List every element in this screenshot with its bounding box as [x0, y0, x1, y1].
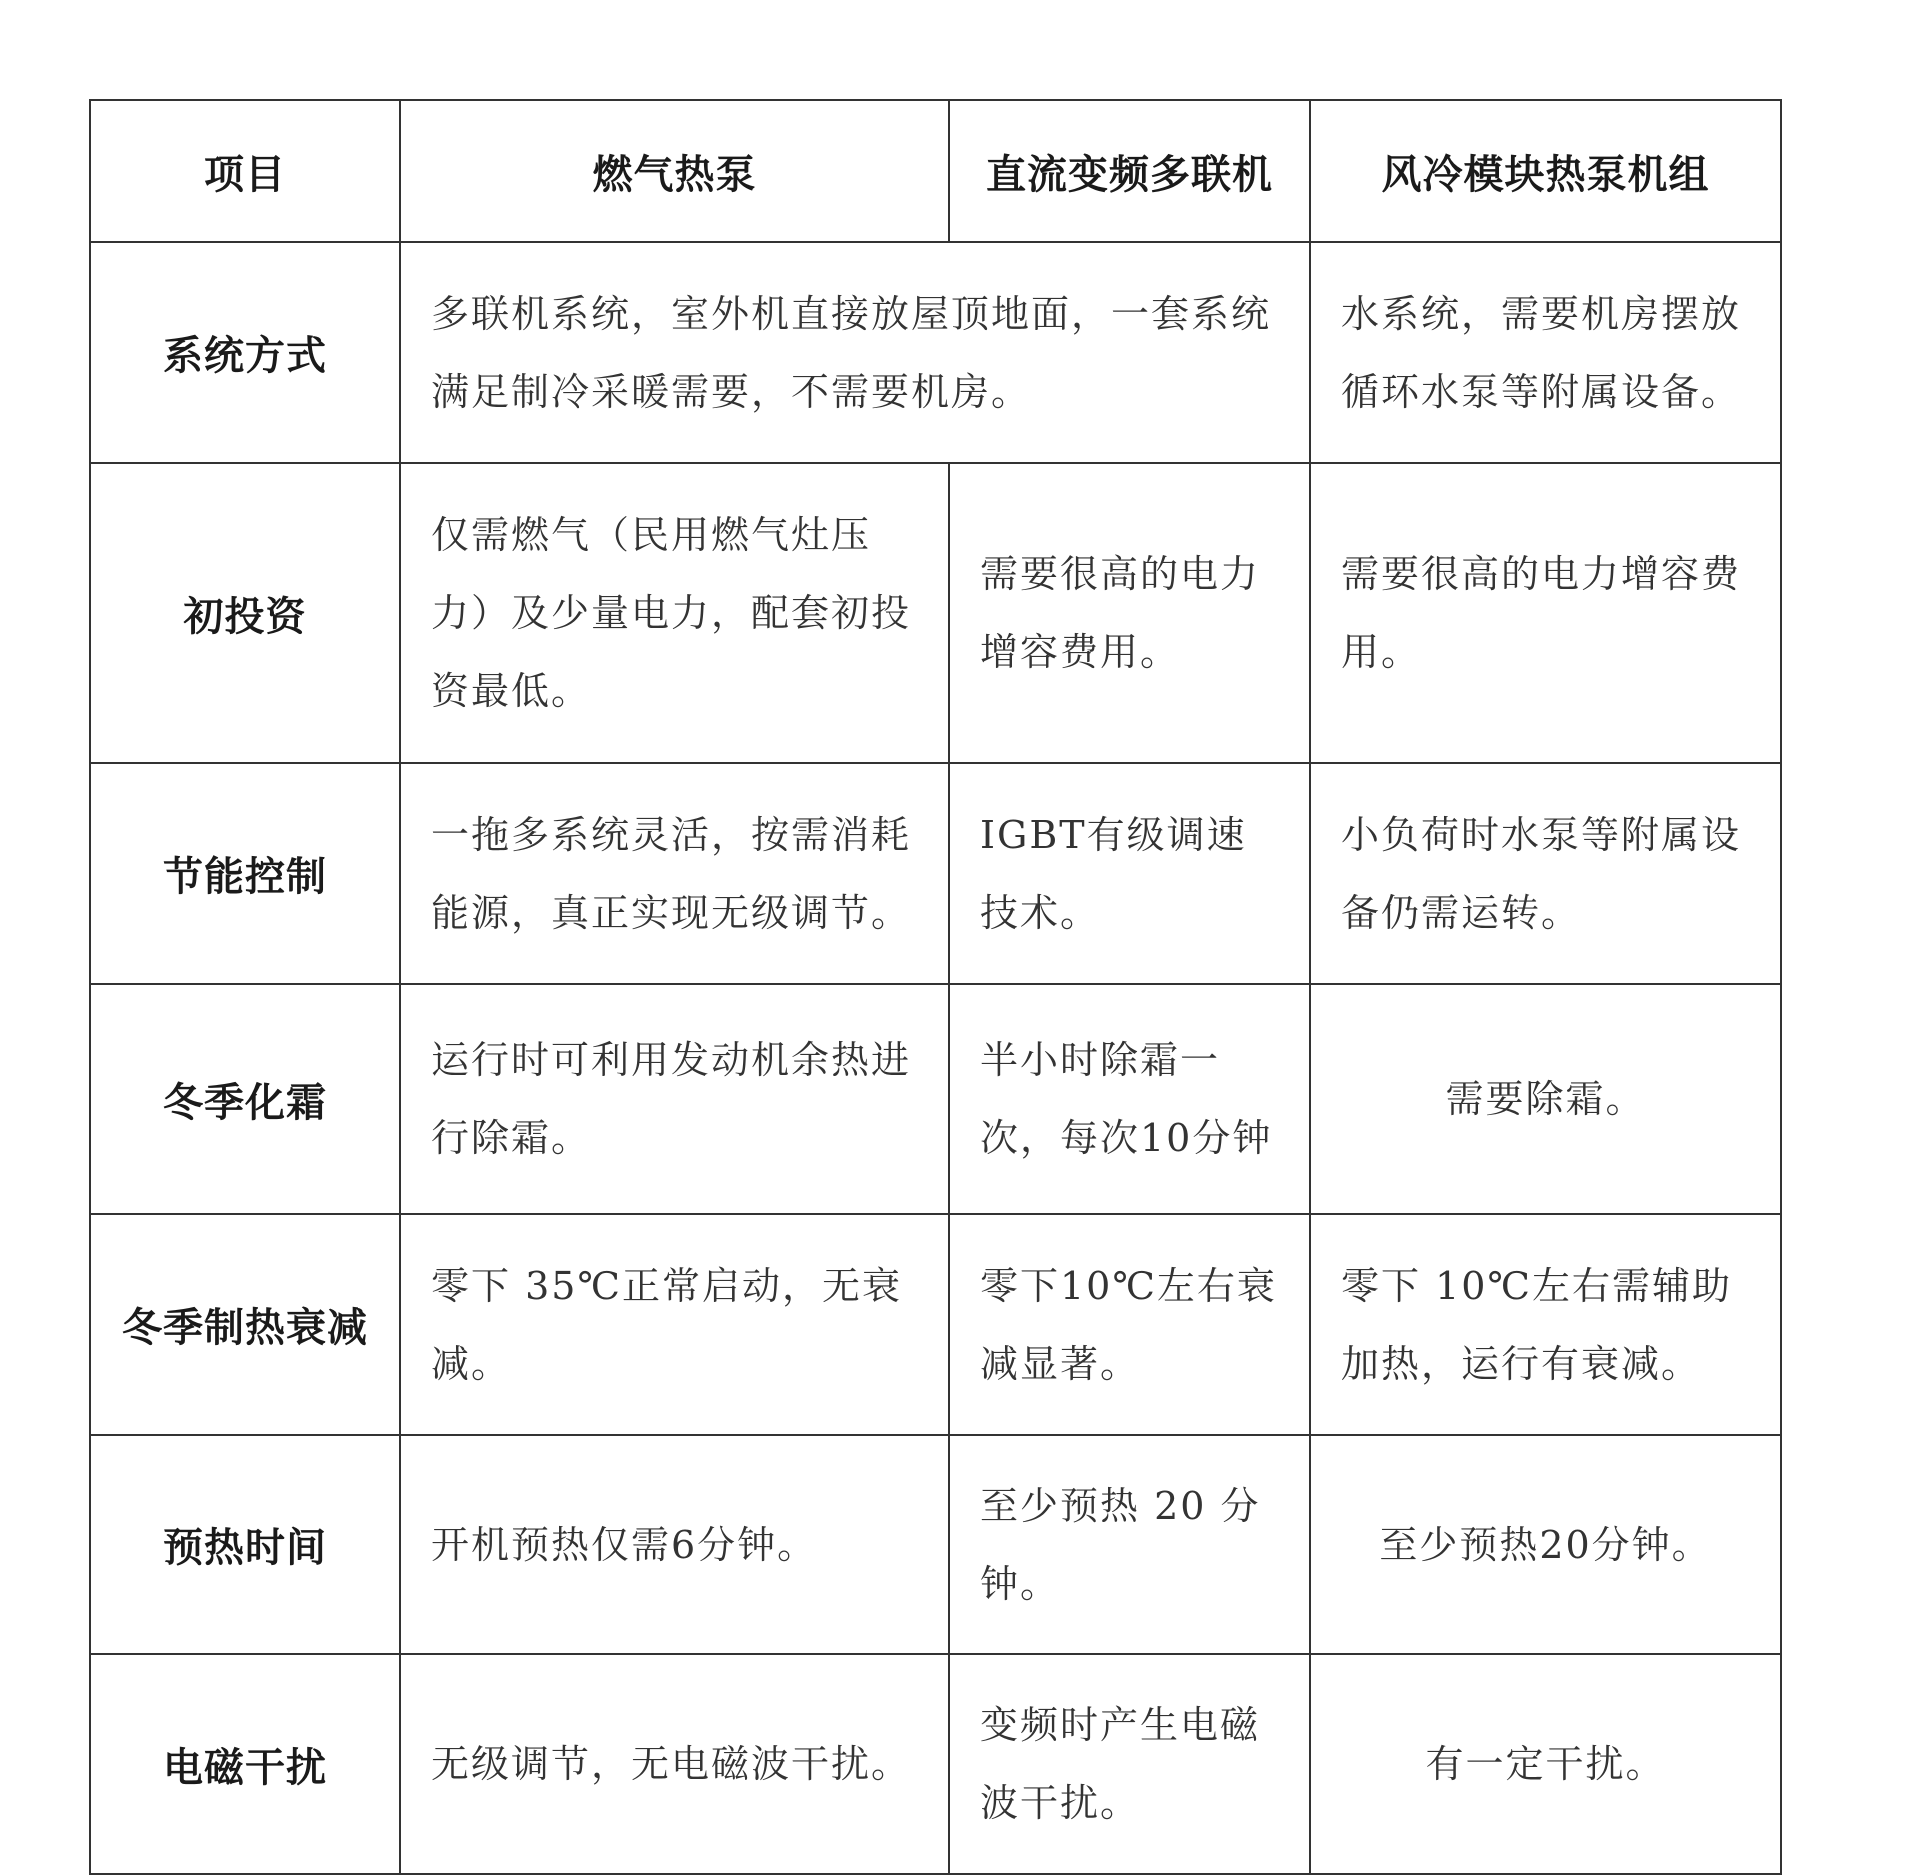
table-row: [90, 1654, 1781, 1874]
table-cell: 一拖多系统灵活，按需消耗能源，真正实现无级调节。: [400, 763, 949, 984]
row-label: 节能控制: [90, 763, 400, 984]
table-cell: 运行时可利用发动机余热进行除霜。: [400, 984, 949, 1214]
row-label: 冬季制热衰减: [90, 1214, 400, 1435]
table-cell: 需要很高的电力增容费用。: [949, 463, 1310, 763]
table-cell: IGBT有级调速技术。: [949, 763, 1310, 984]
table-row: [90, 463, 1781, 763]
header-dc-inverter-vrf: 直流变频多联机: [949, 100, 1310, 242]
table-cell: 至少预热20分钟。: [1310, 1435, 1781, 1654]
table-cell: 变频时产生电磁波干扰。: [949, 1654, 1310, 1874]
row-label: 系统方式: [90, 242, 400, 463]
header-gas-heat-pump: 燃气热泵: [400, 100, 949, 242]
table-row: [90, 1214, 1781, 1435]
merged-cell: 多联机系统，室外机直接放屋顶地面，一套系统满足制冷采暖需要，不需要机房。: [400, 242, 1310, 463]
table-cell: 零下10℃左右衰减显著。: [949, 1214, 1310, 1435]
table-header-row: [90, 100, 1781, 242]
table-cell: 零下 35℃正常启动，无衰减。: [400, 1214, 949, 1435]
table-cell: 仅需燃气（民用燃气灶压力）及少量电力，配套初投资最低。: [400, 463, 949, 763]
table-row: [90, 1435, 1781, 1654]
table-cell: 小负荷时水泵等附属设备仍需运转。: [1310, 763, 1781, 984]
row-label: 初投资: [90, 463, 400, 763]
table-cell: 需要除霜。: [1310, 984, 1781, 1214]
table-cell: 水系统，需要机房摆放循环水泵等附属设备。: [1310, 242, 1781, 463]
table-cell: 半小时除霜一次，每次10分钟: [949, 984, 1310, 1214]
table-cell: 无级调节，无电磁波干扰。: [400, 1654, 949, 1874]
table-cell: 需要很高的电力增容费用。: [1310, 463, 1781, 763]
header-air-cooled-module: 风冷模块热泵机组: [1310, 100, 1781, 242]
table-cell: 零下 10℃左右需辅助加热，运行有衰减。: [1310, 1214, 1781, 1435]
table-cell: 开机预热仅需6分钟。: [400, 1435, 949, 1654]
row-label: 冬季化霜: [90, 984, 400, 1214]
comparison-table: [89, 99, 1782, 1875]
table-row: [90, 242, 1781, 463]
row-label: 预热时间: [90, 1435, 400, 1654]
table-cell: 至少预热 20 分钟。: [949, 1435, 1310, 1654]
row-label: 电磁干扰: [90, 1654, 400, 1874]
header-item: 项目: [90, 100, 400, 242]
table-row: [90, 984, 1781, 1214]
table-row: [90, 763, 1781, 984]
table-cell: 有一定干扰。: [1310, 1654, 1781, 1874]
